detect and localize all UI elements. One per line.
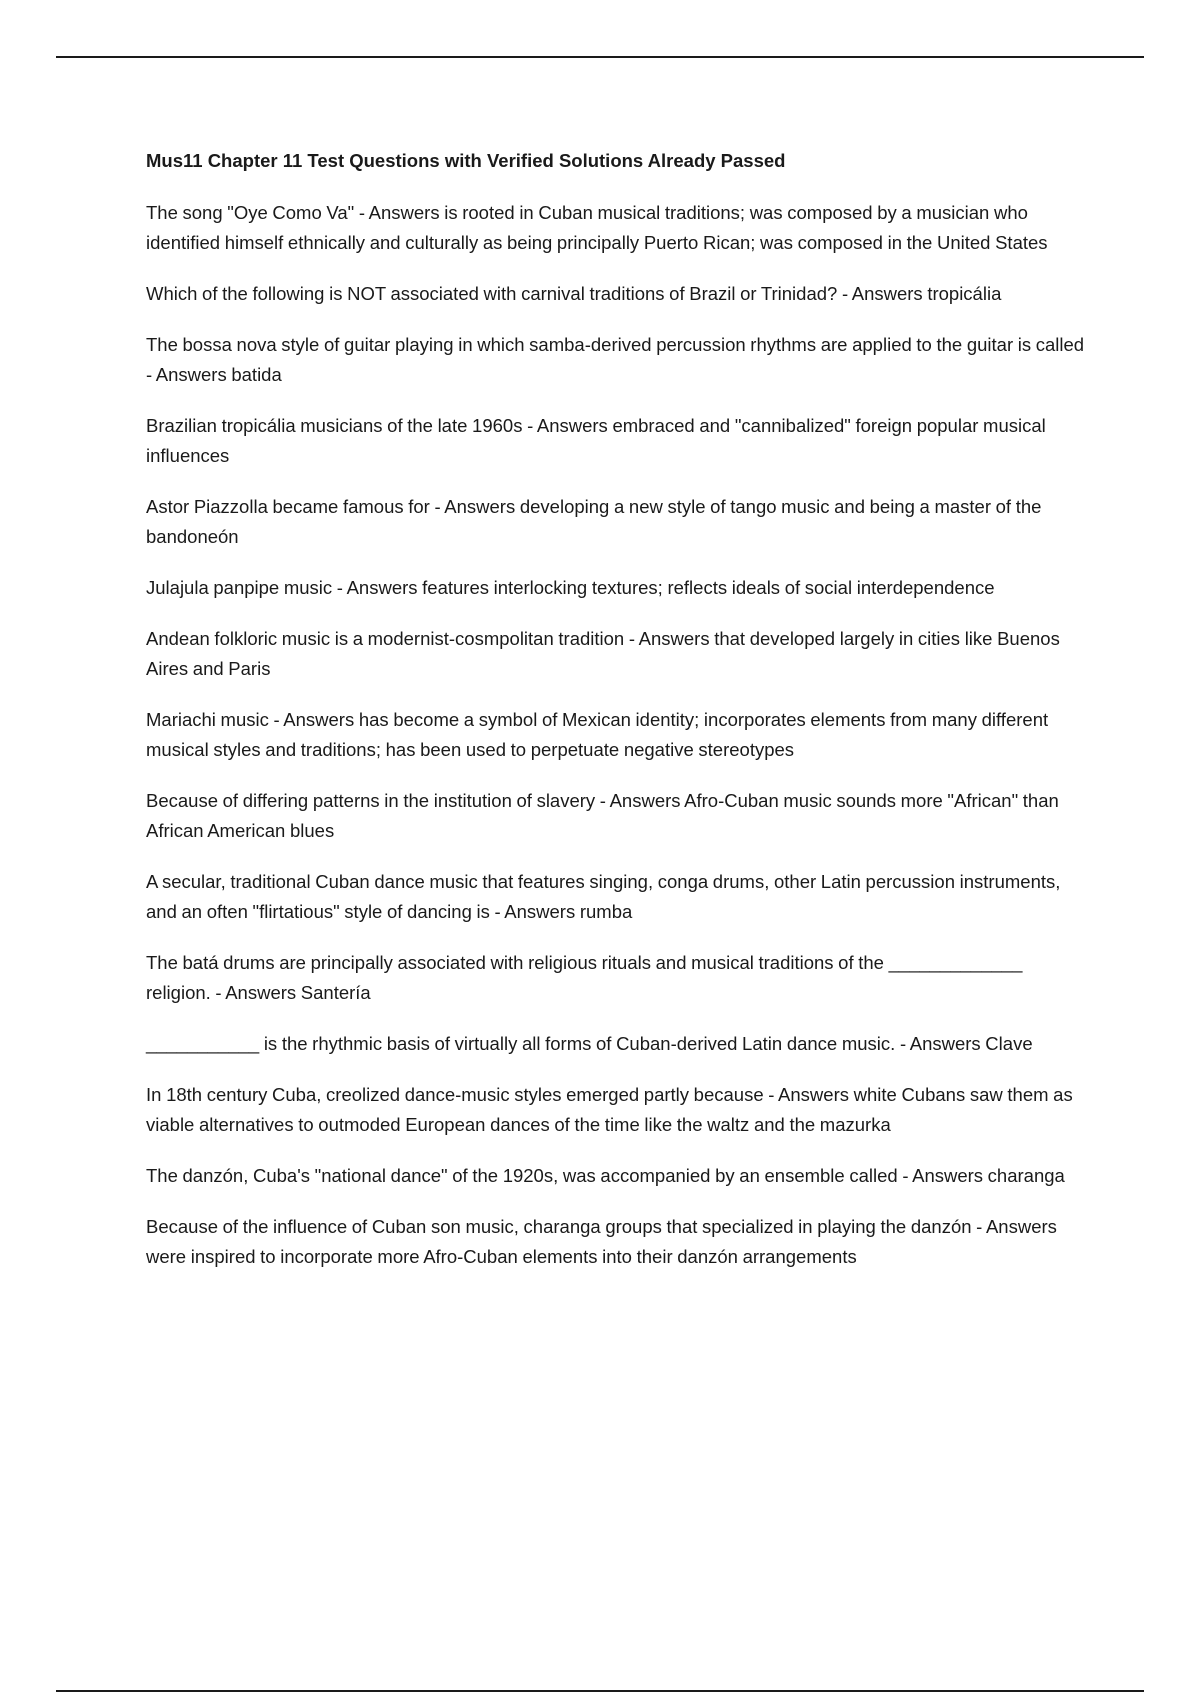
- qa-entry-1: The song "Oye Como Va" - Answers is rooted in Cuban musical traditions; was composed by a musician who identified himself ethnically and culturally as being principally Puerto Rican; was composed in the United States: [146, 202, 1048, 253]
- qa-entry-12: ___________ is the rhythmic basis of virtually all forms of Cuban-derived Latin dance music. - Answers Clave: [146, 1033, 1033, 1054]
- header-rule: [56, 56, 1144, 58]
- qa-entry-14: The danzón, Cuba's "national dance" of the 1920s, was accompanied by an ensemble called - Answers charanga: [146, 1165, 1065, 1186]
- qa-entry-15: Because of the influence of Cuban son music, charanga groups that specialized in playing the danzón - Answers were inspired to incorporate more Afro-Cuban elements into their danzón arrangements: [146, 1216, 1057, 1267]
- qa-entry-2: Which of the following is NOT associated with carnival traditions of Brazil or Trinidad? - Answers tropicália: [146, 283, 1002, 304]
- qa-entry-13: In 18th century Cuba, creolized dance-music styles emerged partly because - Answers white Cubans saw them as viable alternatives to outmoded European dances of the time like the waltz and the mazurka: [146, 1084, 1073, 1135]
- document-title: Mus11 Chapter 11 Test Questions with Verified Solutions Already Passed: [146, 150, 786, 171]
- page-content: [146, 146, 1086, 1293]
- qa-entry-3: The bossa nova style of guitar playing in which samba-derived percussion rhythms are applied to the guitar is called - Answers batida: [146, 334, 1085, 385]
- qa-entry-6: Julajula panpipe music - Answers features interlocking textures; reflects ideals of social interdependence: [146, 577, 995, 598]
- qa-entry-9: Because of differing patterns in the institution of slavery - Answers Afro-Cuban music sounds more "African" than African American blues: [146, 790, 1059, 841]
- qa-entry-8: Mariachi music - Answers has become a symbol of Mexican identity; incorporates elements from many different musical styles and traditions; has been used to perpetuate negative stereotypes: [146, 709, 1049, 760]
- qa-entry-10: A secular, traditional Cuban dance music that features singing, conga drums, other Latin percussion instruments, and an often "flirtatious" style of dancing is - Answers rumba: [146, 871, 1061, 922]
- qa-entry-11: The batá drums are principally associated with religious rituals and musical traditions of the _____________ religion. - Answers Santería: [146, 952, 1023, 1003]
- qa-entry-7: Andean folkloric music is a modernist-cosmpolitan tradition - Answers that developed largely in cities like Buenos Aires and Paris: [146, 628, 1060, 679]
- footer-rule: [56, 1690, 1144, 1692]
- qa-entry-5: Astor Piazzolla became famous for - Answers developing a new style of tango music and being a master of the bandoneón: [146, 496, 1042, 547]
- qa-entry-4: Brazilian tropicália musicians of the late 1960s - Answers embraced and "cannibalized" foreign popular musical influences: [146, 415, 1046, 466]
